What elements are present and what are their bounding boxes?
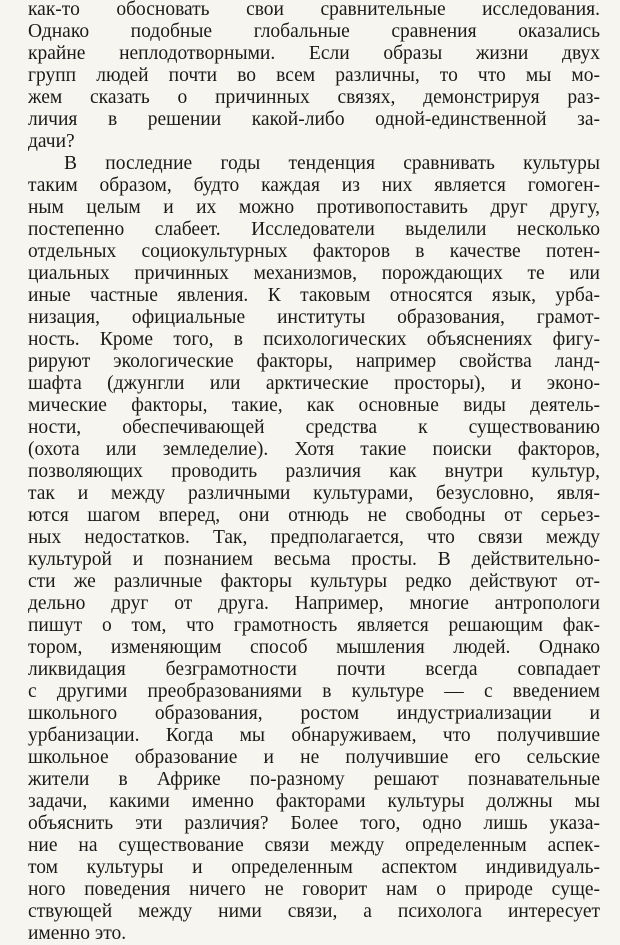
text-line: ются шагом вперед, они отнюдь не свободны от серьез- — [28, 505, 600, 526]
text-line: сти же различные факторы культуры редко действуют от- — [28, 571, 600, 592]
text-line: школьное образование и не получившие его сельские — [28, 747, 600, 768]
text-line: отдельных социокультурных факторов в качестве потен- — [28, 241, 600, 262]
text-line: ным целым и их можно противопоставить друг другу, — [28, 197, 600, 218]
text-line: урбанизации. Когда мы обнаруживаем, что получившие — [28, 725, 600, 746]
text-line: групп людей почти во всем различны, то что мы мо- — [28, 65, 600, 86]
text-line: личия в решении какой-либо одной-единственной за- — [28, 109, 600, 130]
text-line: (охота или земледелие). Хотя такие поиски факторов, — [28, 439, 600, 460]
text-line: шафта (джунгли или арктические просторы), и эконо- — [28, 373, 600, 394]
text-line: тором, изменяющим способ мышления людей. Однако — [28, 637, 600, 658]
text-line: дельно друг от друга. Например, многие антропологи — [28, 593, 600, 614]
text-line: таким образом, будто каждая из них является гомоген- — [28, 175, 600, 196]
text-line: именно это. — [28, 923, 127, 944]
text-line: иные частные явления. К таковым относятся язык, урба- — [28, 285, 600, 306]
text-line: крайне неплодотворными. Если образы жизни двух — [28, 43, 600, 64]
text-line: В последние годы тенденция сравнивать культуры — [64, 153, 600, 174]
text-line: ных недостатков. Так, предполагается, что связи между — [28, 527, 600, 548]
text-line: объяснить эти различия? Более того, одно лишь указа- — [28, 813, 600, 834]
text-line: ликвидация безграмотности почти всегда совпадает — [28, 659, 600, 680]
text-line: циальных причинных механизмов, порождающих те или — [28, 263, 600, 284]
text-line: постепенно слабеет. Исследователи выделили несколько — [28, 219, 600, 240]
text-line: рируют экологические факторы, например свойства ланд- — [28, 351, 600, 372]
text-line: жители в Африке по-разному решают познавательные — [28, 769, 600, 790]
text-line: ности, обеспечивающей средства к существованию — [28, 417, 600, 438]
text-line: с другими преобразованиями в культуре — с введением — [28, 681, 600, 702]
text-line: как-то обосновать свои сравнительные исследования. — [28, 0, 600, 20]
text-line: том культуры и определенным аспектом индивидуаль- — [28, 857, 600, 878]
text-line: мические факторы, такие, как основные виды деятель- — [28, 395, 600, 416]
text-line: задачи, какими именно факторами культуры должны мы — [28, 791, 600, 812]
text-line: ние на существование связи между определенным аспек- — [28, 835, 600, 856]
text-line: дачи? — [28, 131, 75, 152]
text-line: ного поведения ничего не говорит нам о природе суще- — [28, 879, 600, 900]
text-line: пишут о том, что грамотность является решающим фак- — [28, 615, 600, 636]
text-line: ствующей между ними связи, а психолога интересует — [28, 901, 600, 922]
text-line: позволяющих проводить различия как внутри культур, — [28, 461, 600, 482]
text-line: так и между различными культурами, безусловно, явля- — [28, 483, 600, 504]
text-line: школьного образования, ростом индустриализации и — [28, 703, 600, 724]
text-line: культурой и познанием весьма просты. В действительно- — [28, 549, 600, 570]
text-line: ность. Кроме того, в психологических объяснениях фигу- — [28, 329, 600, 350]
text-line: Однако подобные глобальные сравнения оказались — [28, 21, 600, 42]
text-line: низация, официальные институты образования, грамот- — [28, 307, 600, 328]
text-line: жем сказать о причинных связях, демонстрируя раз- — [28, 87, 600, 108]
